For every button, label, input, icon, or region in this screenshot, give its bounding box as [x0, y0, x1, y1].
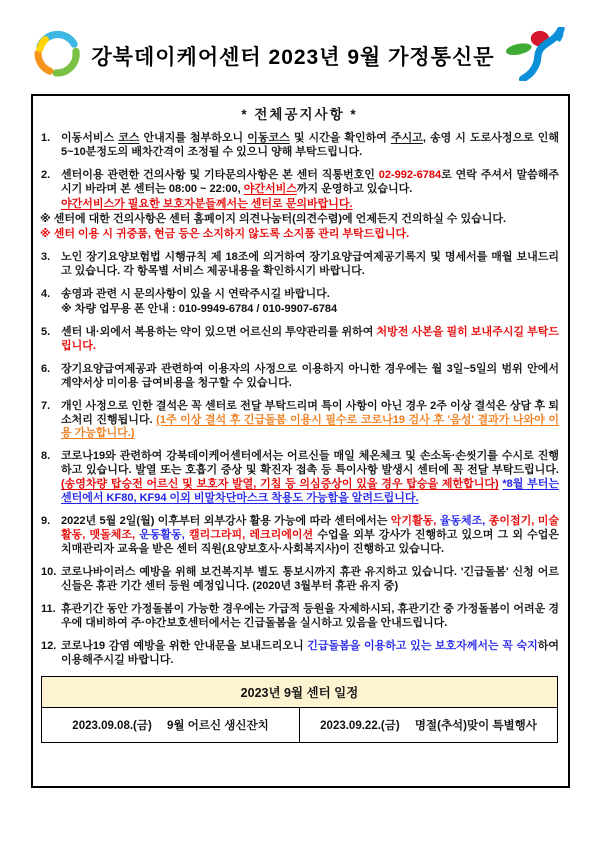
page-title: 강북데이케어센터 2023년 9월 가정통신문	[91, 46, 495, 69]
schedule-row	[42, 708, 557, 742]
header	[0, 0, 600, 86]
item-text: 장기요양급여제공과 관련하여 이용자의 사정으로 이용하지 아니한 경우에는 월 3일~5일의 범위 안에서 계약서상 미이용 급여비용을 청구할 수 있습니다.	[61, 362, 559, 389]
item-text: 센터 내·외에서 복용하는 약이 있으면 어르신의 투약관리를 위하여 처방전 사본을 필히 보내주시길 부탁드립니다.	[61, 325, 559, 352]
item-text: 송영과 관련 시 문의사항이 있을 시 연락주시길 바랍니다.	[61, 287, 330, 300]
item-number: 12.	[41, 640, 57, 653]
notice-item	[40, 326, 559, 354]
item-number: 4.	[41, 287, 51, 300]
item-text: 노인 장기요양보험법 시행규칙 제 18조에 의거하여 장기요양급여제공기록지 및 명세서를 매월 보내드리고 있습니다. 각 항목별 서비스 제공내용을 확인하시기 바랍니다.	[61, 250, 559, 277]
item-text: 이동서비스 코스 안내지를 첨부하오니 이동코스 및 시간을 확인하여 주시고, 송영 시 도로사정으로 인해 5~10분정도의 배차간격이 조정될 수 있으니 양해 부탁드립니다.	[61, 132, 560, 158]
item-text: 야간서비스가 필요한 보호자분들께서는 센터로 문의바랍니다.	[61, 197, 353, 210]
item-text: ※ 차량 업무용 폰 안내 : 010-9949-6784 / 010-9907-6784	[61, 302, 338, 315]
item-number: 11.	[41, 603, 56, 616]
schedule-table	[41, 676, 558, 743]
notice-item	[40, 566, 559, 594]
item-text: 센터이용 관련한 건의사항 및 기타문의사항은 본 센터 직통번호인 02-992-6784로 연락 주셔서 말씀해주시기 바라며 본 센터는 08:00 ~ 22:00, 야간서비스까지 운영하고 있습니다.	[61, 168, 559, 195]
circular-swirl-center-logo-icon	[30, 27, 84, 86]
notice-item	[40, 251, 559, 279]
notice-item	[61, 198, 559, 212]
item-number: 7.	[41, 399, 51, 412]
event-name: 명절(추석)맞이 특별행사	[414, 720, 537, 733]
item-number: 1.	[41, 132, 51, 144]
item-text: 2022년 5월 2일(월) 이후부터 외부강사 활용 가능에 따라 센터에서는 악기활동, 율동체조, 종이접기, 미술활동, 맷돌체조, 운동활동, 캘리그라피, 레크리에이션 수업을 외부 강사가 진행하고 있으며 그 외 수업은 치매관리자 교육을 받은 센터 직원(요양보호사·사회복지사)이 진행하고 있습니다.	[61, 515, 560, 556]
item-number: 5.	[41, 325, 51, 338]
item-number: 3.	[41, 250, 51, 263]
item-text: ※ 센터 이용 시 귀중품, 현금 등은 소지하지 않도록 소지품 관리 부탁드립니다.	[40, 227, 410, 240]
event-name: 9월 어르신 생신잔치	[167, 720, 269, 733]
schedule-cell	[299, 708, 557, 742]
item-number: 8.	[41, 450, 51, 463]
item-text: ※ 센터에 대한 건의사항은 센터 홈페이지 의견나눔터(의견수렴)에 언제든지 건의하실 수 있습니다.	[40, 212, 507, 225]
notice-item	[40, 515, 559, 557]
notice-item	[40, 363, 559, 391]
item-number: 9.	[41, 515, 51, 528]
event-date: 2023.09.22.(금)	[320, 720, 400, 733]
schedule-cell	[42, 708, 299, 742]
notice-item	[40, 132, 559, 160]
notice-item	[40, 640, 559, 668]
notice-box	[31, 94, 570, 788]
notice-item	[40, 169, 559, 197]
item-text: 코로나19 감염 예방을 위한 안내문을 보내드리오니 긴급돌봄을 이용하고 있는 보호자께서는 꼭 숙지하여 이용해주시길 바랍니다.	[61, 640, 559, 667]
notice-title: * 전체공지사항 *	[241, 107, 358, 122]
item-number: 2.	[41, 168, 51, 181]
seoul-city-logo-icon	[502, 27, 574, 86]
item-number: 6.	[41, 362, 51, 375]
notice-item	[40, 603, 559, 631]
item-text: 휴관기간 동안 가정돌봄이 가능한 경우에는 가급적 등원을 자제하시되, 휴관기간 중 가정돌봄이 어려운 경우에 대비하여 주·야간보호센터에서는 긴급돌봄을 실시하고 있음을 안내드립니다.	[61, 603, 559, 630]
item-text: 코로나바이러스 예방을 위해 보건복지부 별도 통보시까지 휴관 유지하고 있습니다. '긴급돌봄' 신청 어르신들은 휴관 기간 센터 등원 예정입니다. (2020년 3월부터 휴관 유지 중)	[61, 566, 559, 593]
notice-item	[61, 303, 559, 317]
item-number: 10.	[41, 566, 57, 579]
item-text: 코로나19와 관련하여 강북데이케어센터에서는 어르신들 매일 체온체크 및 손소독·손씻기를 수시로 진행하고 있습니다. 발열 또는 호흡기 증상 및 확진자 접촉 등 특이사항 발생시 센터에 꼭 전달 부탁드립니다.(송영차량 탑승전 어르신 및 보호자 발열, 기침 등 의심증상이 있을 경우 탑승을 제한합니다) *8월 부터는 센터에서 KF80, KF94 이외 비말차단마스크 착용도 가능함을 알려드립니다.	[61, 450, 559, 505]
notice-item	[40, 213, 559, 227]
notice-item	[40, 228, 559, 242]
notice-item	[40, 400, 559, 442]
item-text: 개인 사정으로 인한 결석은 꼭 센터로 전달 부탁드리며 특이 사항이 아닌 경우 2주 이상 결석은 상담 후 퇴소처리 진행됩니다. (1주 이상 결석 후 긴급돌봄 이용시 필수로 코로나19 검사 후 '음성' 결과가 나와야 이용 가능합니다.)	[61, 399, 559, 440]
event-date: 2023.09.08.(금)	[72, 720, 152, 733]
notice-item	[40, 288, 559, 302]
schedule-title: 2023년 9월 센터 일정	[42, 677, 557, 708]
notice-item	[40, 450, 559, 506]
notice-list	[40, 132, 559, 668]
